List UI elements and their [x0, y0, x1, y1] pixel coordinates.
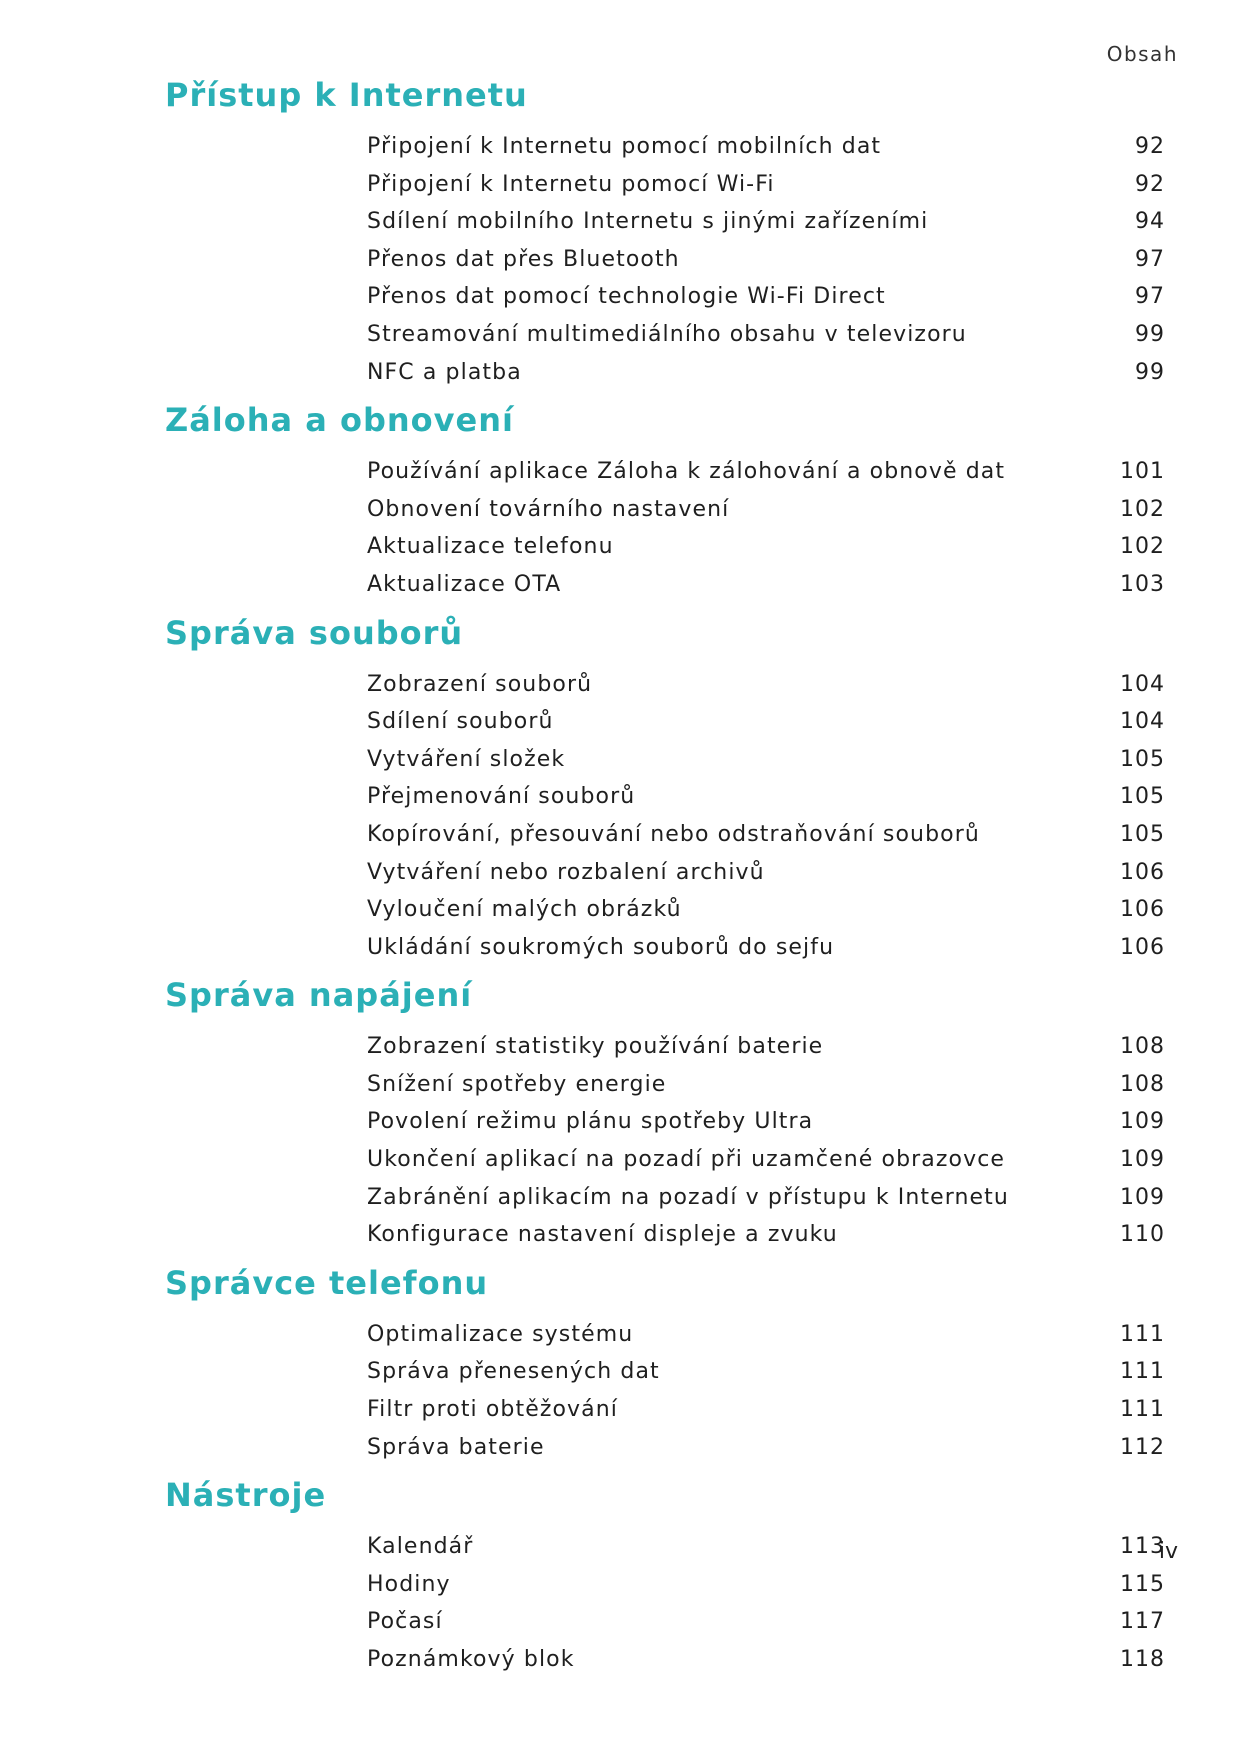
toc-entry-list: [367, 453, 1165, 603]
toc-entry[interactable]: [367, 316, 1165, 354]
section-title[interactable]: Nástroje: [165, 1476, 327, 1515]
toc-entry-page: 111: [1120, 1321, 1165, 1347]
section-title[interactable]: Správa souborů: [165, 613, 464, 652]
toc-entry-title: Přenos dat pomocí technologie Wi-Fi Direct: [367, 284, 886, 310]
toc-entry-title: Správa baterie: [367, 1434, 545, 1460]
toc-entry-page: 97: [1135, 246, 1165, 272]
toc-entry-title: Poznámkový blok: [367, 1647, 575, 1672]
toc-entry[interactable]: [367, 1316, 1165, 1354]
toc-entry-page: 113: [1120, 1534, 1165, 1560]
toc-section: [165, 1260, 1165, 1466]
toc-entry[interactable]: [367, 741, 1165, 779]
toc-entry[interactable]: [367, 1103, 1165, 1141]
toc-entry-page: 105: [1120, 746, 1165, 772]
toc-entry[interactable]: [367, 278, 1165, 316]
toc-entry[interactable]: [367, 1179, 1165, 1217]
toc-entry-title: Aktualizace OTA: [367, 571, 562, 597]
toc-entry-title: Připojení k Internetu pomocí Wi-Fi: [367, 171, 775, 197]
toc-entry-page: 99: [1135, 359, 1165, 385]
toc-entry-page: 112: [1120, 1434, 1165, 1460]
toc-entry[interactable]: [367, 1528, 1165, 1566]
toc-entry[interactable]: [367, 1391, 1165, 1429]
toc-entry[interactable]: [367, 354, 1165, 392]
toc-entry-page: 118: [1120, 1647, 1165, 1672]
toc-entry-title: Přenos dat přes Bluetooth: [367, 246, 680, 272]
toc-entry[interactable]: [367, 166, 1165, 204]
toc-section: [165, 397, 1165, 603]
toc-entry-list: [367, 1028, 1165, 1254]
toc-entry[interactable]: [367, 778, 1165, 816]
toc-entry-title: Kalendář: [367, 1534, 474, 1560]
toc-entry[interactable]: [367, 203, 1165, 241]
page-number: iv: [1158, 1539, 1178, 1564]
toc-section: [165, 972, 1165, 1254]
toc-entry[interactable]: [367, 528, 1165, 566]
toc-entry-title: Přejmenování souborů: [367, 784, 636, 810]
toc-entry[interactable]: [367, 566, 1165, 604]
toc-entry[interactable]: [367, 1353, 1165, 1391]
toc-entry-title: Obnovení továrního nastavení: [367, 496, 730, 522]
toc-entry-title: Zobrazení souborů: [367, 671, 593, 697]
toc-entry-page: 110: [1120, 1222, 1165, 1248]
toc-entry-list: [367, 1316, 1165, 1466]
toc-entry-page: 106: [1120, 859, 1165, 885]
toc-entry-title: Sdílení souborů: [367, 709, 554, 735]
toc-entry-page: 115: [1120, 1571, 1165, 1597]
toc-entry-page: 92: [1135, 171, 1165, 197]
toc-entry[interactable]: [367, 1429, 1165, 1467]
toc-entry-page: 103: [1120, 571, 1165, 597]
toc-entry-title: Ukládání soukromých souborů do sejfu: [367, 934, 835, 960]
toc-entry-list: [367, 1528, 1165, 1678]
toc-entry-title: Používání aplikace Záloha k zálohování a obnově dat: [367, 459, 1006, 485]
toc-entry[interactable]: [367, 241, 1165, 279]
toc-entry[interactable]: [367, 453, 1165, 491]
toc-entry[interactable]: [367, 666, 1165, 704]
toc-entry-title: Kopírování, přesouvání nebo odstraňování souborů: [367, 821, 980, 847]
toc-entry-page: 111: [1120, 1359, 1165, 1385]
toc-entry[interactable]: [367, 1216, 1165, 1254]
toc-entry[interactable]: [367, 816, 1165, 854]
toc-entry[interactable]: [367, 1141, 1165, 1179]
toc-entry-title: Vyloučení malých obrázků: [367, 897, 682, 923]
toc-section: [165, 1472, 1165, 1678]
toc-entry-title: Sdílení mobilního Internetu s jinými zařízeními: [367, 209, 929, 235]
toc-entry-title: Připojení k Internetu pomocí mobilních dat: [367, 134, 882, 159]
section-title[interactable]: Správce telefonu: [165, 1263, 489, 1302]
section-title[interactable]: Přístup k Internetu: [165, 76, 528, 114]
toc-entry-title: Počasí: [367, 1609, 443, 1635]
toc-entry[interactable]: [367, 1603, 1165, 1641]
toc-entry-page: 108: [1120, 1071, 1165, 1097]
toc-entry-page: 108: [1120, 1034, 1165, 1060]
toc-entry-list: [367, 666, 1165, 967]
toc-entry-page: 99: [1135, 321, 1165, 347]
toc-entry[interactable]: [367, 1566, 1165, 1604]
toc-entry-title: Snížení spotřeby energie: [367, 1071, 667, 1097]
toc-entry-page: 117: [1120, 1609, 1165, 1635]
table-of-contents: [165, 72, 1165, 1679]
toc-entry-title: Hodiny: [367, 1571, 451, 1597]
toc-entry-title: Aktualizace telefonu: [367, 534, 614, 560]
toc-entry-page: 106: [1120, 934, 1165, 960]
section-title[interactable]: Záloha a obnovení: [165, 401, 514, 440]
running-header: Obsah: [1106, 42, 1178, 66]
toc-entry-page: 92: [1135, 134, 1165, 159]
section-title[interactable]: Správa napájení: [165, 976, 473, 1015]
toc-entry[interactable]: [367, 891, 1165, 929]
toc-entry-title: NFC a platba: [367, 359, 522, 385]
toc-entry[interactable]: [367, 1641, 1165, 1679]
toc-entry-title: Streamování multimediálního obsahu v televizoru: [367, 321, 967, 347]
toc-entry-title: Vytváření nebo rozbalení archivů: [367, 859, 765, 885]
toc-entry-page: 105: [1120, 821, 1165, 847]
toc-entry[interactable]: [367, 929, 1165, 967]
toc-entry-page: 104: [1120, 709, 1165, 735]
toc-entry-page: 109: [1120, 1147, 1165, 1173]
toc-entry-page: 111: [1120, 1397, 1165, 1423]
toc-entry-page: 109: [1120, 1109, 1165, 1135]
toc-entry-title: Správa přenesených dat: [367, 1359, 660, 1385]
toc-entry-title: Optimalizace systému: [367, 1321, 634, 1347]
toc-section: [165, 610, 1165, 967]
toc-entry-page: 106: [1120, 897, 1165, 923]
toc-entry-list: [367, 128, 1165, 391]
toc-entry-page: 94: [1135, 209, 1165, 235]
toc-entry-page: 109: [1120, 1184, 1165, 1210]
toc-entry-page: 102: [1120, 496, 1165, 522]
toc-entry-title: Zabránění aplikacím na pozadí v přístupu k Internetu: [367, 1184, 1009, 1210]
toc-entry[interactable]: [367, 491, 1165, 529]
toc-section: [165, 72, 1165, 391]
toc-entry-title: Povolení režimu plánu spotřeby Ultra: [367, 1109, 814, 1135]
toc-entry-title: Konfigurace nastavení displeje a zvuku: [367, 1222, 838, 1248]
toc-entry[interactable]: [367, 1028, 1165, 1066]
toc-entry-page: 102: [1120, 534, 1165, 560]
toc-entry[interactable]: [367, 1066, 1165, 1104]
toc-entry-title: Filtr proti obtěžování: [367, 1397, 619, 1423]
toc-entry[interactable]: [367, 703, 1165, 741]
toc-entry-page: 104: [1120, 671, 1165, 697]
toc-entry[interactable]: [367, 854, 1165, 892]
toc-entry-page: 101: [1120, 459, 1165, 485]
toc-entry-page: 105: [1120, 784, 1165, 810]
toc-entry-title: Vytváření složek: [367, 746, 566, 772]
toc-entry-title: Ukončení aplikací na pozadí při uzamčené obrazovce: [367, 1147, 1006, 1173]
toc-entry-page: 97: [1135, 284, 1165, 310]
toc-entry-title: Zobrazení statistiky používání baterie: [367, 1034, 824, 1060]
toc-entry[interactable]: [367, 128, 1165, 166]
